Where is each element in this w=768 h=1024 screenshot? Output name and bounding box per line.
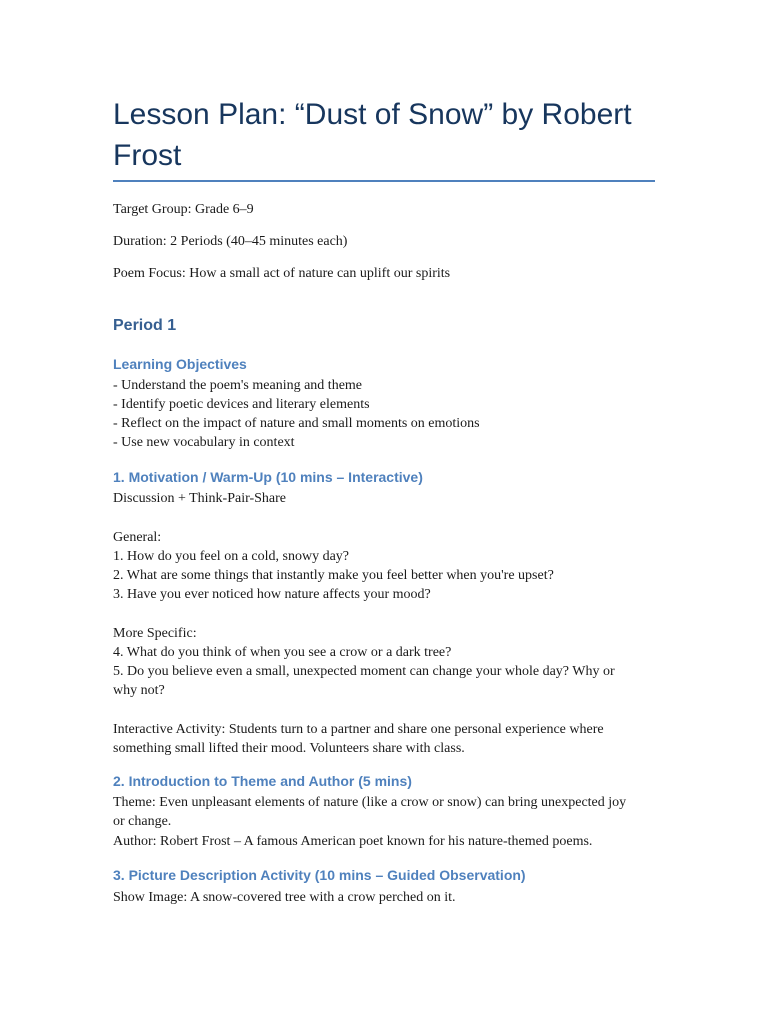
period-heading: Period 1 [113,317,177,334]
interactive-activity-paragraph [113,720,615,758]
section-theme-and-author [113,771,626,851]
objectives-list [113,376,480,453]
text-line: something small lifted their mood. Volunteers share with class. [113,740,465,756]
objective-item: - Reflect on the impact of nature and small moments on emotions [113,415,480,431]
question-item: why not? [113,683,165,699]
specific-questions-paragraph [113,624,615,701]
general-questions-paragraph [113,528,615,605]
objective-item: - Understand the poem's meaning and theme [113,377,363,393]
section-heading: 1. Motivation / Warm-Up (10 mins – Interactive) [113,468,423,485]
picture-paragraph [113,888,526,907]
question-item: 1. How do you feel on a cold, snowy day? [113,549,350,564]
section-learning-objectives [113,354,480,452]
question-item: 5. Do you believe even a small, unexpected moment can change your whole day? Why or [113,664,615,680]
meta-duration: Duration: 2 Periods (40–45 minutes each) [113,234,348,249]
activity-format-paragraph [113,489,615,508]
theme-author-paragraph [113,793,626,851]
meta-target-group: Target Group: Grade 6–9 [113,202,254,217]
text-line: Author: Robert Frost – A famous American poet known for his nature-themed poems. [113,833,593,849]
text-line: General: [113,529,162,545]
text-line: More Specific: [113,625,197,641]
section-heading: Learning Objectives [113,356,247,372]
text-line: or change. [113,814,172,830]
objective-item: - Use new vocabulary in context [113,435,295,451]
title-underline-rule [113,180,655,182]
section-heading: 3. Picture Description Activity (10 mins – Guided Observation) [113,866,526,883]
text-line: Show Image: A snow-covered tree with a crow perched on it. [113,890,456,906]
text-line: Theme: Even unpleasant elements of nature (like a crow or snow) can bring unexpected joy [113,795,627,811]
meta-poem-focus: Poem Focus: How a small act of nature can uplift our spirits [113,266,451,281]
question-item: 3. Have you ever noticed how nature affects your mood? [113,587,431,603]
text-line: Discussion + Think-Pair-Share [113,491,287,507]
question-item: 4. What do you think of when you see a crow or a dark tree? [113,644,452,660]
section-motivation-warm-up [113,467,615,758]
section-picture-description [113,865,526,908]
text-line: Interactive Activity: Students turn to a partner and share one personal experience where [113,721,604,737]
document-title: Lesson Plan: “Dust of Snow” by Robert Frost [113,98,632,172]
question-item: 2. What are some things that instantly make you feel better when you're upset? [113,568,554,584]
objective-item: - Identify poetic devices and literary elements [113,396,370,412]
section-heading: 2. Introduction to Theme and Author (5 mins) [113,772,412,789]
